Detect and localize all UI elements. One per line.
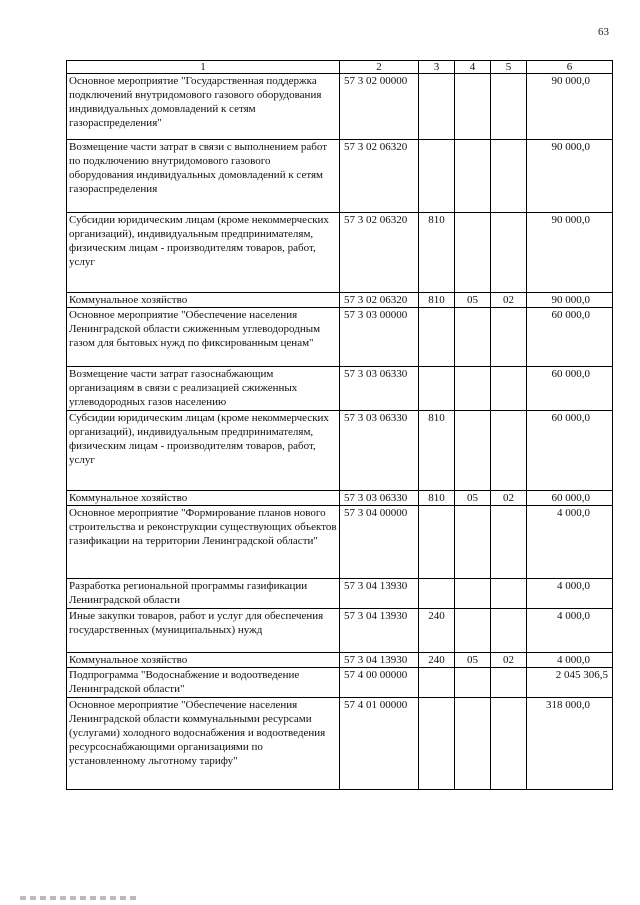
row-amount: 60 000,0 [527, 367, 613, 411]
row-c3: 810 [419, 411, 455, 491]
table-row [67, 74, 613, 140]
row-amount: 4 000,0 [527, 653, 613, 668]
row-c4 [455, 411, 491, 491]
row-name: Возмещение части затрат в связи с выполнением работ по подключению внутридомового газового оборудования индивидуальных домовладений к сетям газораспределения [67, 140, 340, 213]
row-amount: 90 000,0 [527, 293, 613, 308]
row-amount: 90 000,0 [527, 213, 613, 293]
row-c5 [491, 698, 527, 790]
row-c3: 240 [419, 609, 455, 653]
row-c3: 810 [419, 213, 455, 293]
row-c5 [491, 411, 527, 491]
row-c5 [491, 74, 527, 140]
table-row [67, 140, 613, 213]
table-row [67, 653, 613, 668]
row-code: 57 3 03 00000 [340, 308, 419, 367]
scan-artifact [20, 896, 140, 900]
row-c3 [419, 698, 455, 790]
page-number: 63 [598, 26, 609, 38]
row-amount: 4 000,0 [527, 609, 613, 653]
row-c5 [491, 367, 527, 411]
table-row [67, 367, 613, 411]
row-name: Основное мероприятие "Обеспечение населения Ленинградской области коммунальными ресурсами (услугами) холодного водоснабжения и водоотведения ресурсоснабжающими организациями по установленному льготному тарифу" [67, 698, 340, 790]
header-cell-6: 6 [527, 61, 613, 74]
row-c5 [491, 213, 527, 293]
row-name: Субсидии юридическим лицам (кроме некоммерческих организаций), индивидуальным предпринимателям, физическим лицам - производителям товаров, работ, услуг [67, 213, 340, 293]
table-row [67, 411, 613, 491]
row-code: 57 3 02 06320 [340, 213, 419, 293]
row-name: Основное мероприятие "Обеспечение населения Ленинградской области сжиженным углеводородным газом для бытовых нужд по фиксированным ценам" [67, 308, 340, 367]
row-name: Субсидии юридическим лицам (кроме некоммерческих организаций), индивидуальным предпринимателям, физическим лицам - производителям товаров, работ, услуг [67, 411, 340, 491]
row-code: 57 3 04 00000 [340, 506, 419, 579]
row-name: Иные закупки товаров, работ и услуг для обеспечения государственных (муниципальных) нужд [67, 609, 340, 653]
row-name: Коммунальное хозяйство [67, 653, 340, 668]
row-name: Разработка региональной программы газификации Ленинградской области [67, 579, 340, 609]
row-name: Коммунальное хозяйство [67, 491, 340, 506]
row-c3 [419, 140, 455, 213]
row-c3 [419, 74, 455, 140]
header-cell-4: 4 [455, 61, 491, 74]
row-c3 [419, 506, 455, 579]
row-c3 [419, 668, 455, 698]
header-cell-3: 3 [419, 61, 455, 74]
row-c4 [455, 668, 491, 698]
row-c3: 810 [419, 491, 455, 506]
row-c5: 02 [491, 491, 527, 506]
row-code: 57 3 03 06330 [340, 411, 419, 491]
row-c3 [419, 579, 455, 609]
header-cell-5: 5 [491, 61, 527, 74]
row-amount: 2 045 306,5 [527, 668, 613, 698]
row-code: 57 3 02 00000 [340, 74, 419, 140]
row-name: Подпрограмма "Водоснабжение и водоотведение Ленинградской области" [67, 668, 340, 698]
row-code: 57 3 02 06320 [340, 140, 419, 213]
table-row [67, 308, 613, 367]
row-c5 [491, 506, 527, 579]
row-code: 57 3 04 13930 [340, 653, 419, 668]
row-c4 [455, 609, 491, 653]
row-c4: 05 [455, 653, 491, 668]
row-code: 57 3 03 06330 [340, 367, 419, 411]
row-c3 [419, 308, 455, 367]
row-c4 [455, 308, 491, 367]
row-code: 57 4 00 00000 [340, 668, 419, 698]
row-c3: 810 [419, 293, 455, 308]
table-header-row [67, 61, 613, 74]
row-amount: 4 000,0 [527, 579, 613, 609]
row-amount: 60 000,0 [527, 491, 613, 506]
row-c5: 02 [491, 653, 527, 668]
header-cell-1: 1 [67, 61, 340, 74]
row-c4 [455, 698, 491, 790]
row-c4 [455, 367, 491, 411]
budget-table [66, 60, 613, 790]
row-c4: 05 [455, 293, 491, 308]
row-code: 57 3 03 06330 [340, 491, 419, 506]
row-amount: 90 000,0 [527, 74, 613, 140]
row-c4 [455, 74, 491, 140]
row-c5 [491, 609, 527, 653]
row-name: Основное мероприятие "Формирование планов нового строительства и реконструкции существующих объектов газификации на территории Ленинградской области" [67, 506, 340, 579]
row-code: 57 4 01 00000 [340, 698, 419, 790]
row-c5: 02 [491, 293, 527, 308]
row-amount: 90 000,0 [527, 140, 613, 213]
row-name: Коммунальное хозяйство [67, 293, 340, 308]
table-row [67, 213, 613, 293]
header-cell-2: 2 [340, 61, 419, 74]
table-row [67, 293, 613, 308]
row-name: Основное мероприятие "Государственная поддержка подключений внутридомового газового оборудования индивидуальных домовладений к сетям газораспределения" [67, 74, 340, 140]
row-amount: 318 000,0 [527, 698, 613, 790]
row-code: 57 3 04 13930 [340, 579, 419, 609]
table-row [67, 579, 613, 609]
row-c4: 05 [455, 491, 491, 506]
row-c4 [455, 140, 491, 213]
row-name: Возмещение части затрат газоснабжающим организациям в связи с реализацией сжиженных углеводородных газов населению [67, 367, 340, 411]
row-c5 [491, 579, 527, 609]
table-row [67, 698, 613, 790]
row-c5 [491, 140, 527, 213]
row-c4 [455, 506, 491, 579]
row-c5 [491, 668, 527, 698]
table-row [67, 506, 613, 579]
row-code: 57 3 04 13930 [340, 609, 419, 653]
row-amount: 60 000,0 [527, 308, 613, 367]
row-c5 [491, 308, 527, 367]
row-c3 [419, 367, 455, 411]
row-c4 [455, 213, 491, 293]
row-amount: 4 000,0 [527, 506, 613, 579]
row-amount: 60 000,0 [527, 411, 613, 491]
row-code: 57 3 02 06320 [340, 293, 419, 308]
table-row [67, 668, 613, 698]
row-c3: 240 [419, 653, 455, 668]
table-row [67, 609, 613, 653]
row-c4 [455, 579, 491, 609]
table-row [67, 491, 613, 506]
